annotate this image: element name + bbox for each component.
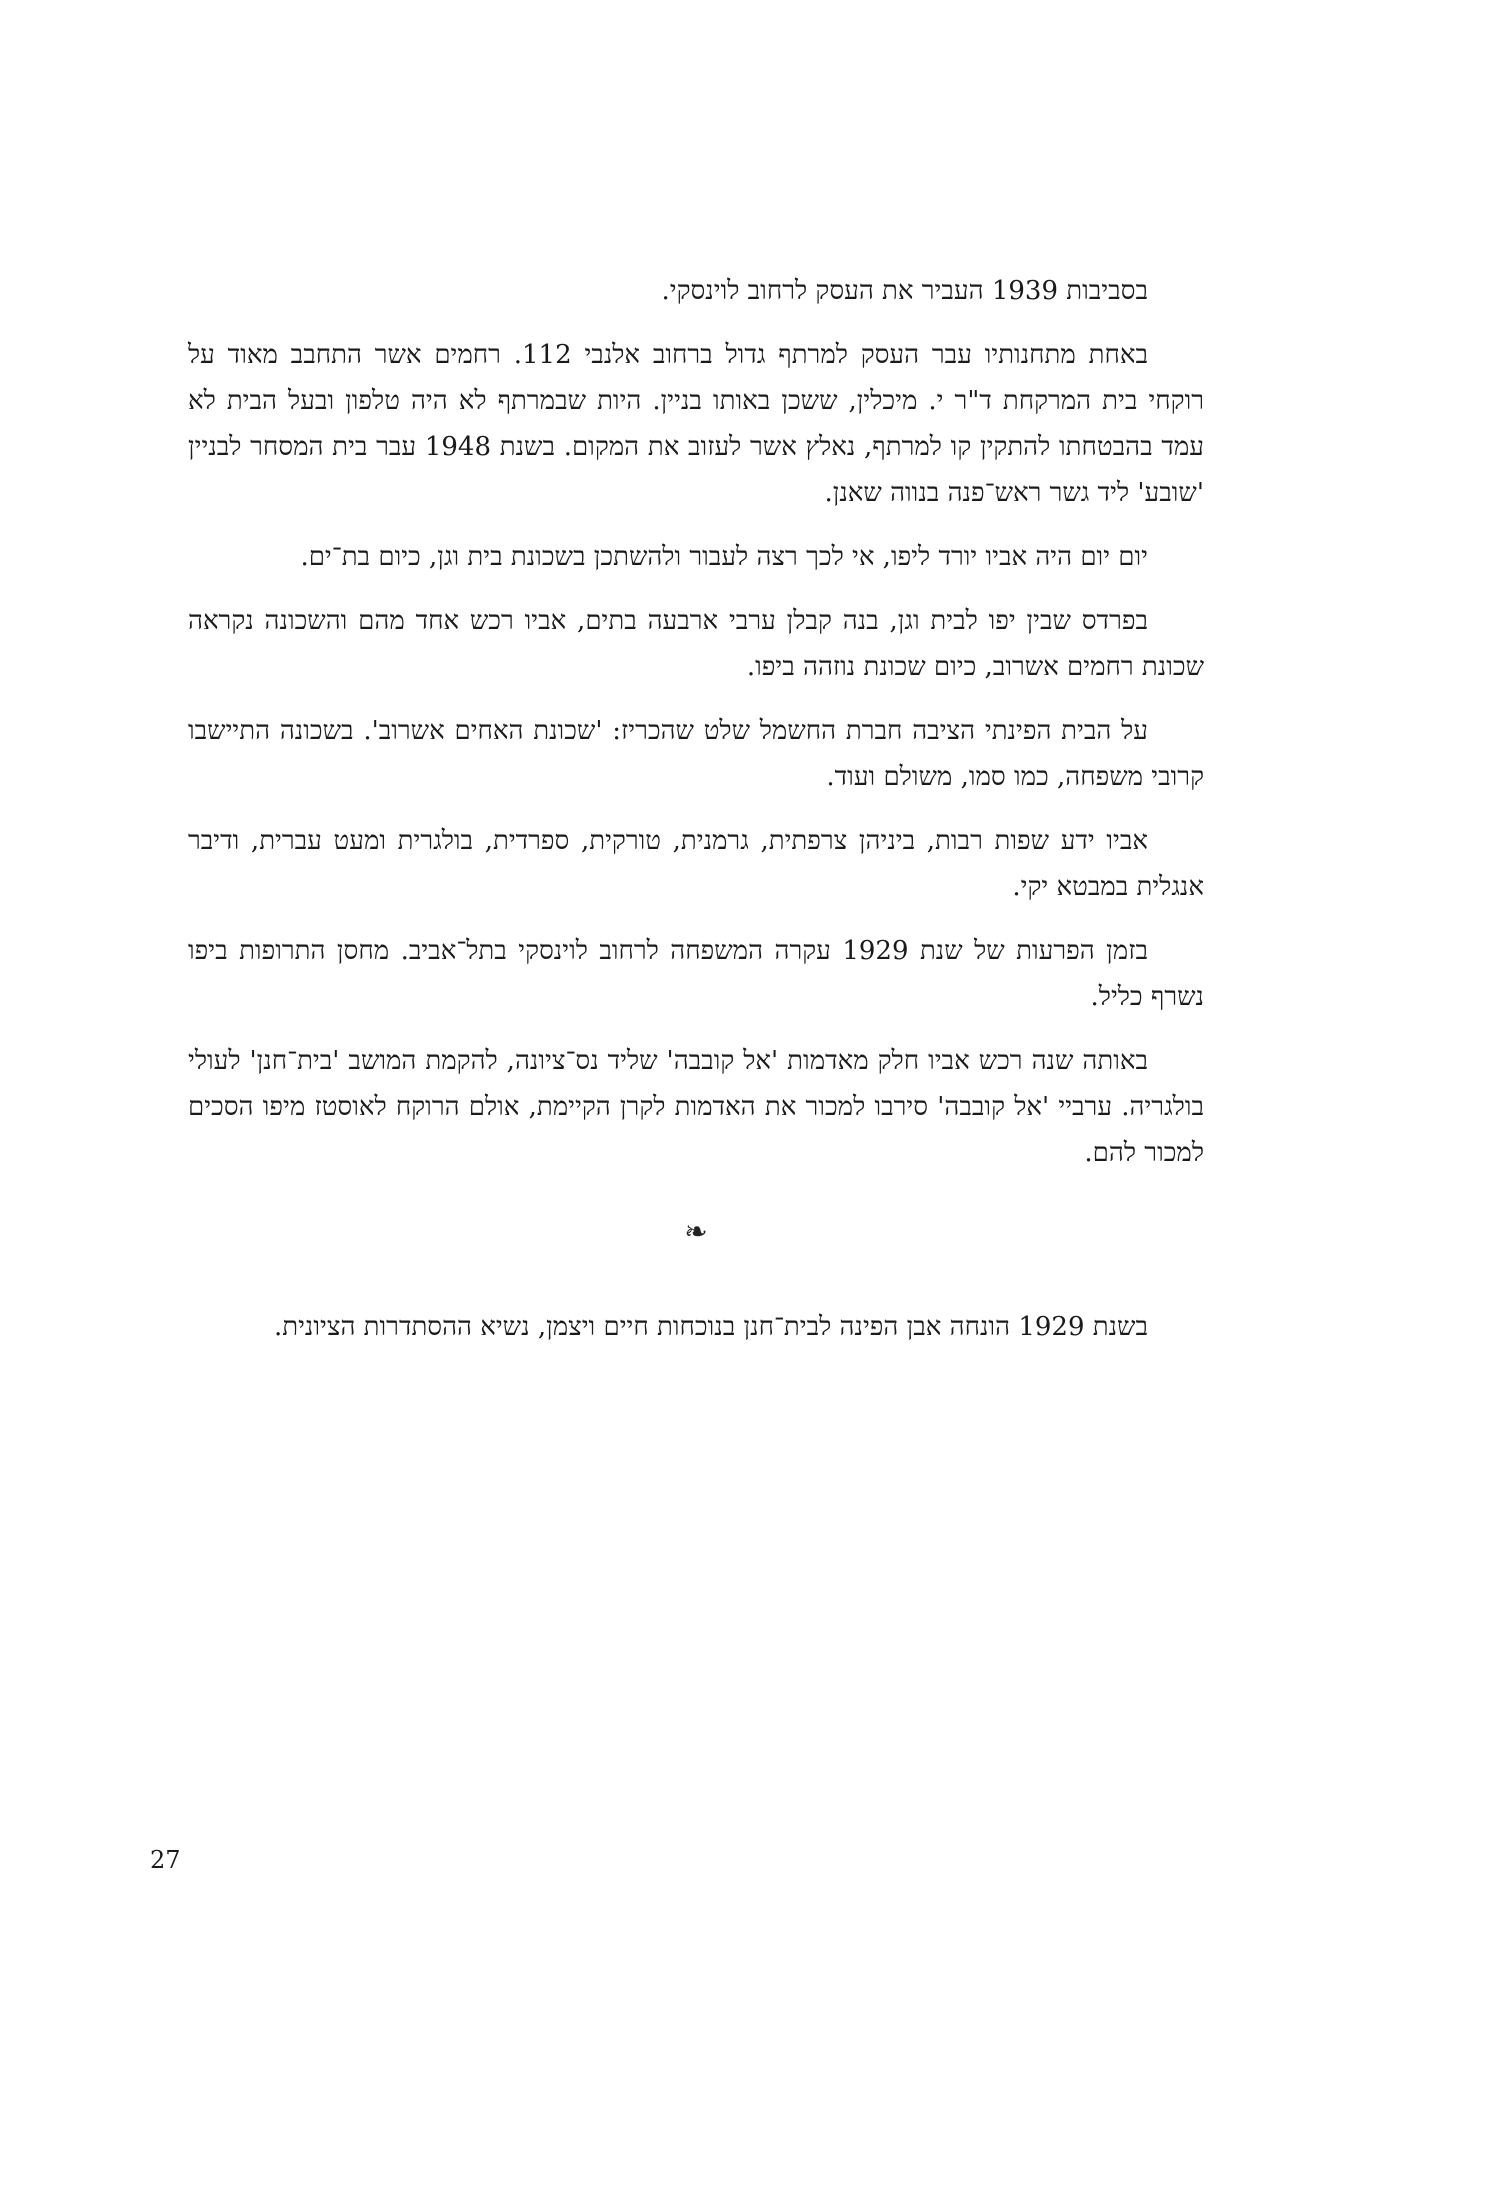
paragraph: באותה שנה רכש אביו חלק מאדמות 'אל קובבה' שליד נס־ציונה, להקמת המושב 'בית־חנן' לעולי בולגריה. ערביי 'אל קובבה' סירבו למכור את האדמות לקרן הקיימת, אולם הרוקח לאוסטז מיפו הסכים למכור להם. — [188, 1046, 1204, 1168]
paragraph: אביו ידע שפות רבות, ביניהן צרפתית, גרמנית, טורקית, ספרדית, בולגרית ומעט עברית, ודיבר אנגלית במבטא יקי. — [188, 826, 1204, 902]
paragraph: על הבית הפינתי הציבה חברת החשמל שלט שהכריז: 'שכונת האחים אשרוב'. בשכונה התיישבו קרובי משפחה, כמו סמו, משולם ועוד. — [188, 716, 1204, 792]
paragraph: בזמן הפרעות של שנת 1929 עקרה המשפחה לרחוב לוינסקי בתל־אביב. מחסן התרופות ביפו נשרף כליל. — [188, 936, 1204, 1012]
section-ornament-icon: ❧ — [684, 1215, 708, 1248]
paragraph: יום יום היה אביו יורד ליפו, אי לכך רצה לעבור ולהשתכן בשכונת בית וגן, כיום בת־ים. — [300, 542, 1148, 572]
page-body — [188, 268, 1204, 1368]
paragraph: בשנת 1929 הונחה אבן הפינה לבית־חנן בנוכחות חיים ויצמן, נשיא ההסתדרות הציונית. — [273, 1312, 1148, 1342]
paragraph: באחת מתחנותיו עבר העסק למרתף גדול ברחוב אלנבי 112. רחמים אשר התחבב מאוד על רוקחי בית המרקחת ד"ר י. מיכלין, ששכן באותו בניין. היות שבמרתף לא היה טלפון ובעל הבית לא עמד בהבטחתו להתקין קו למרתף, נאלץ אשר לעזוב את המקום. בשנת 1948 עבר בית המסחר לבניין 'שובע' ליד גשר ראש־פנה בנווה שאנן. — [188, 340, 1204, 508]
page-number: 27 — [150, 1846, 181, 1874]
paragraph: בסביבות 1939 העביר את העסק לרחוב לוינסקי. — [661, 276, 1148, 306]
paragraph: בפרדס שבין יפו לבית וגן, בנה קבלן ערבי ארבעה בתים, אביו רכש אחד מהם והשכונה נקראה שכונת רחמים אשרוב, כיום שכונת נוזהה ביפו. — [188, 606, 1204, 682]
